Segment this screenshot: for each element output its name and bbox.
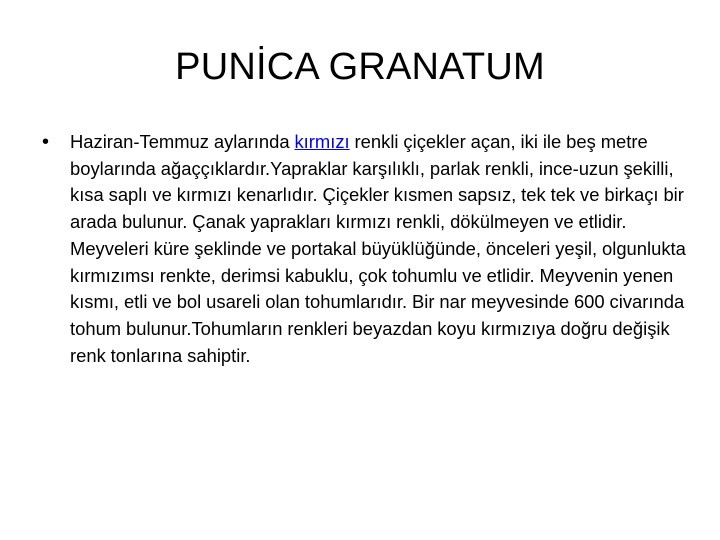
bullet-text bbox=[70, 129, 696, 369]
paragraph-text-before-link: Haziran-Temmuz aylarında bbox=[70, 131, 295, 152]
bullet-item bbox=[36, 129, 696, 369]
slide-title: PUNİCA GRANATUM bbox=[175, 46, 545, 88]
kirmizi-link[interactable]: kırmızı bbox=[294, 131, 350, 152]
bullet-icon: • bbox=[42, 131, 50, 153]
slide-content bbox=[36, 129, 696, 369]
paragraph-text-after-link: renkli çiçekler açan, iki ile beş metre boylarında ağaççıklardır.Yapraklar karşılıklı, parlak renkli, ince-uzun şekilli, kısa saplı ve kırmızı kenarlıdır. Çiçekler kısmen sapsız, tek tek ve birkaçı bir arada bulunur. Çanak yaprakları kırmızı renkli, dökülmeyen ve etlidir. Meyveleri küre şeklinde ve portakal büyüklüğünde, önceleri yeşil, olgunlukta kırmızımsı renkte, derimsi kabuklu, çok tohumlu ve etlidir. Meyvenin yenen kısmı, etli ve bol usareli olan tohumlarıdır. Bir nar meyvesinde 600 civarında tohum bulunur.Tohumların renkleri beyazdan koyu kırmızıya doğru değişik renk tonlarına sahiptir. bbox=[70, 131, 686, 366]
